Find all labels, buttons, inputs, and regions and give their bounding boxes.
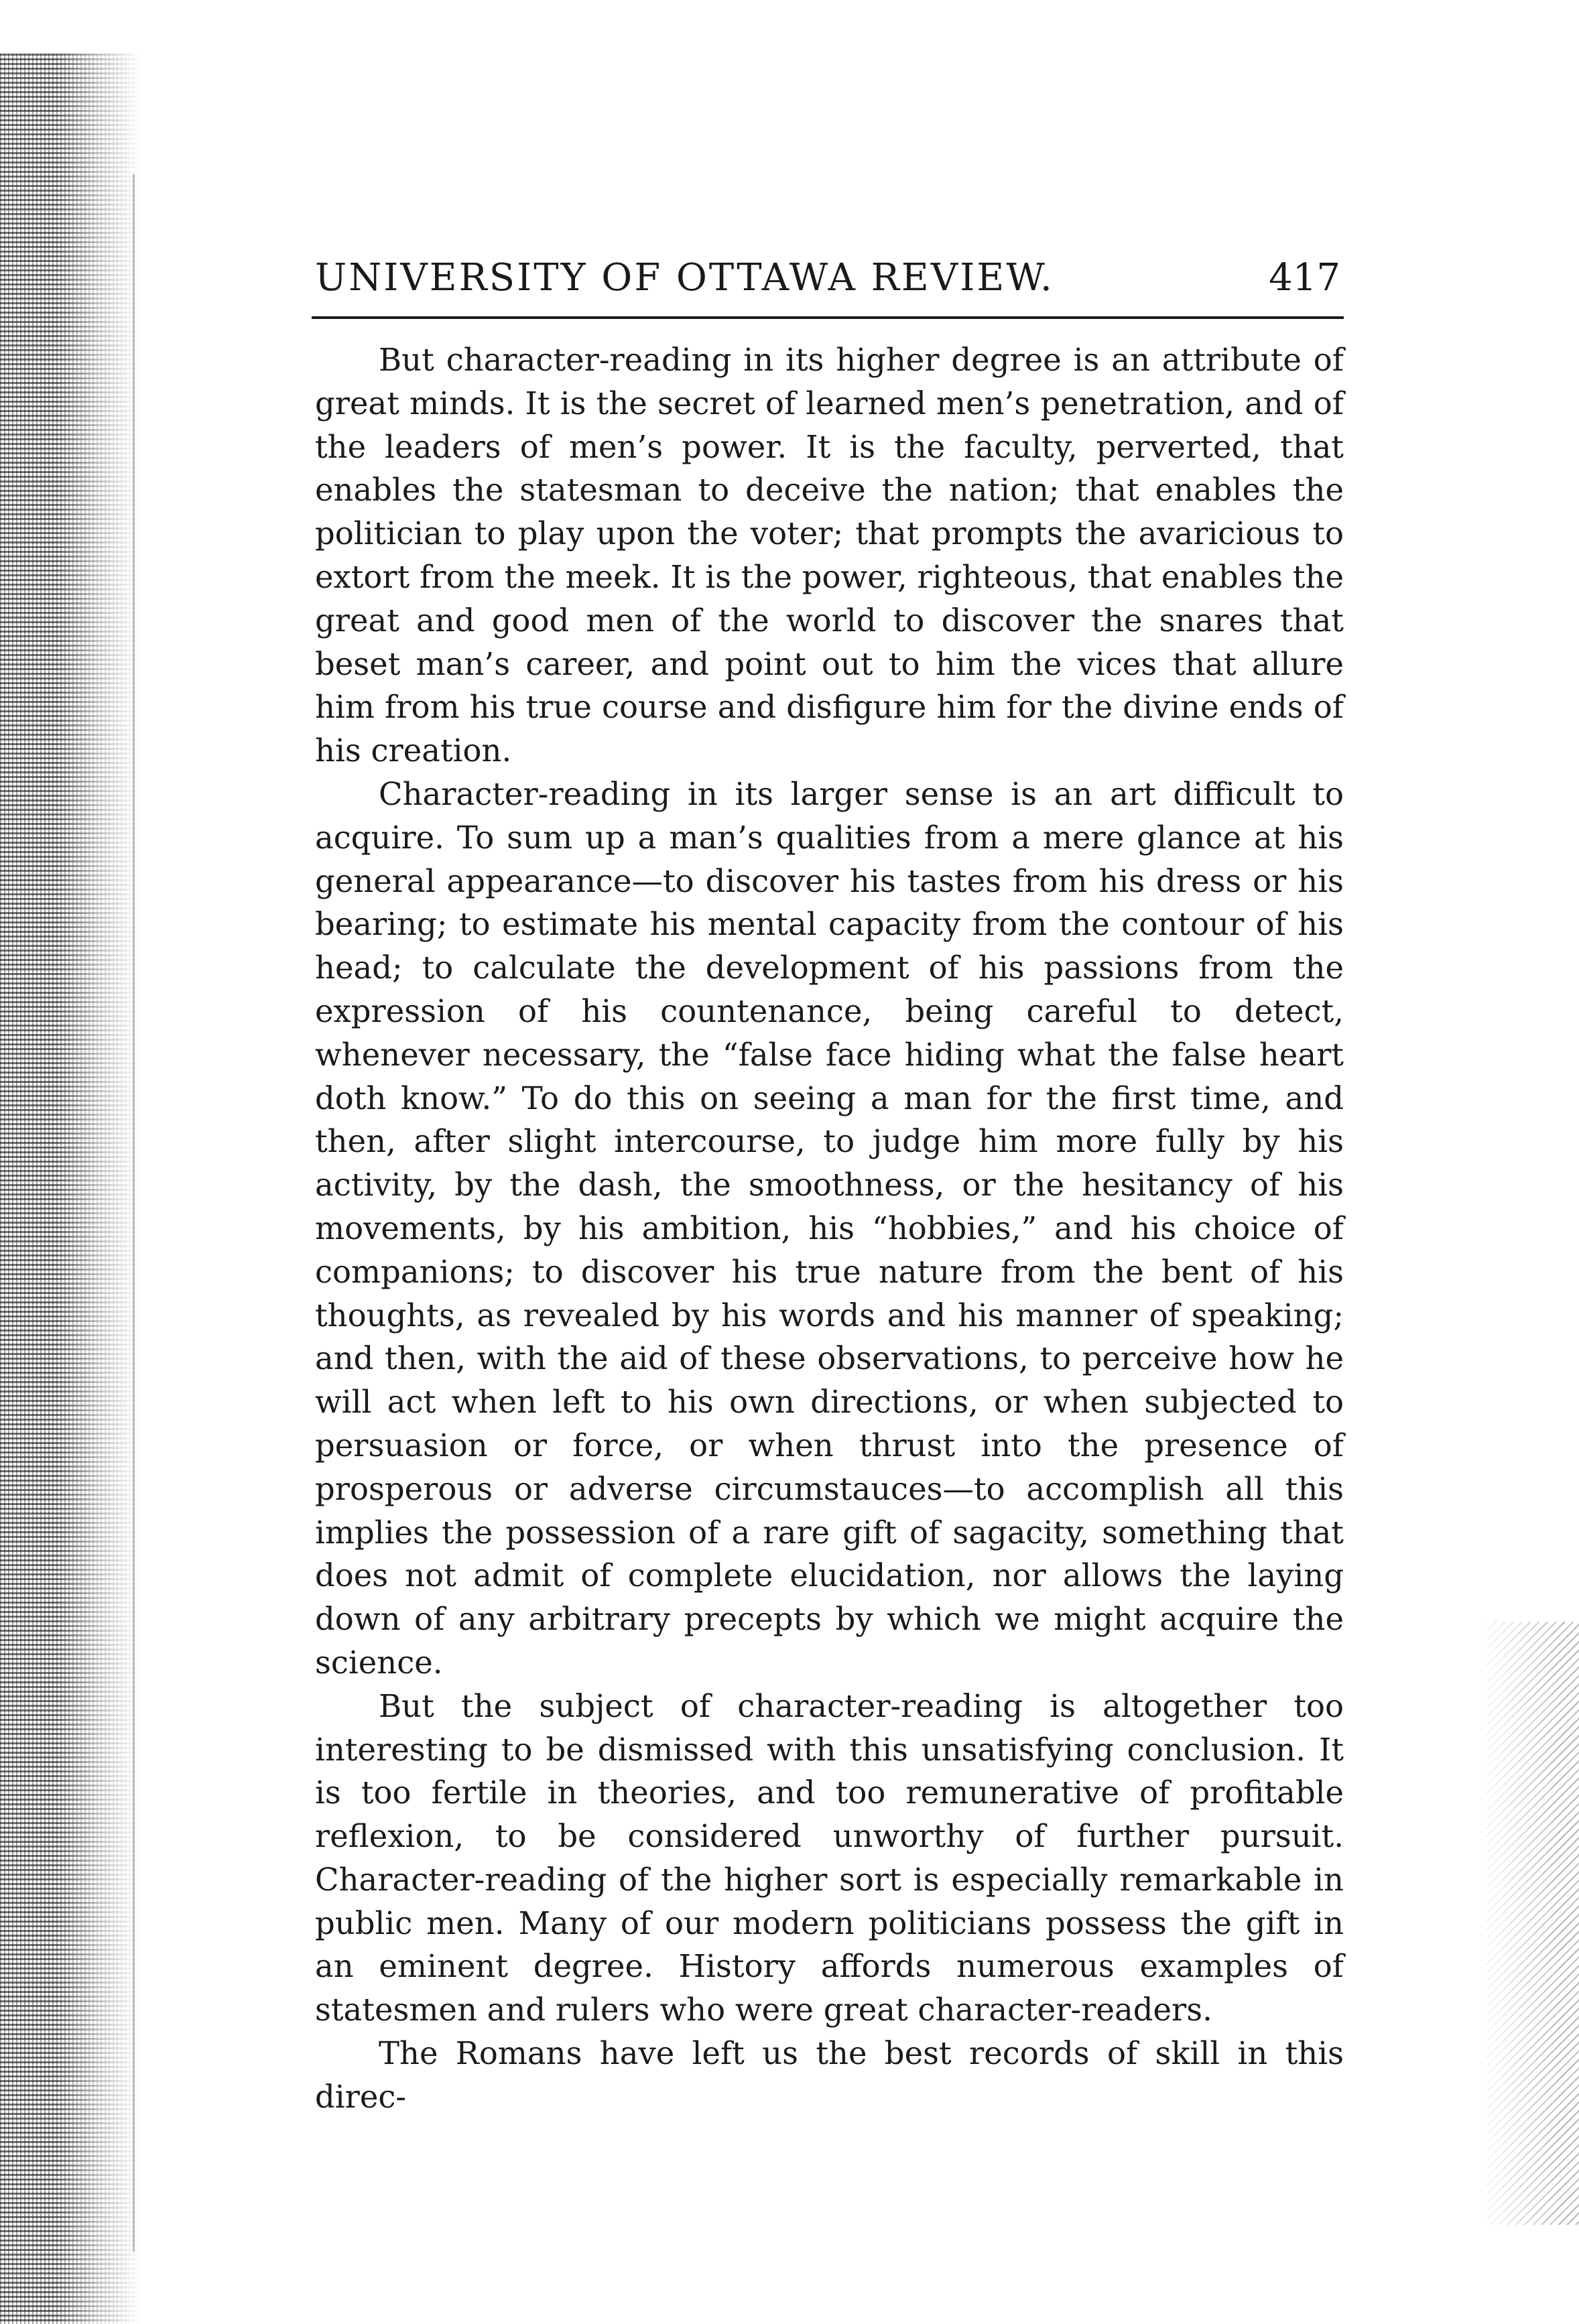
scan-noise-right [1478, 1622, 1579, 2225]
page-number: 417 [1269, 256, 1340, 300]
running-head: UNIVERSITY OF OTTAWA REVIEW. [315, 256, 1054, 300]
body-text [315, 338, 1344, 2119]
paragraph-3: But the subject of character-reading is altogether too interesting to be dismissed with this unsatisfying conclusion. It is too fertile in theories, and too remunerative of profitable reflexion, to be considered unworthy of further pursuit. Character-reading of the higher sort is especially remarkable in public men. Many of our modern politicians possess the gift in an eminent degree. History affords numerous examples of statesmen and rulers who were great character-readers. [315, 1687, 1344, 2028]
paragraph-4: The Romans have left us the best records of skill in this direc- [315, 2035, 1344, 2115]
header-rule [312, 316, 1344, 319]
page-binding-edge [0, 54, 141, 2324]
binding-shadow-line [133, 174, 135, 2252]
page-header [315, 248, 1340, 308]
paragraph-2: Character-reading in its larger sense is an art difficult to acquire. To sum up a man’s qualities from a mere glance at his general appearance—to discover his tastes from his dress or his bearing; to estimate his mental capacity from the contour of his head; to calculate the development of his passions from the expression of his countenance, being careful to detect, whenever necessary, the “false face hiding what the false heart doth know.” To do this on seeing a man for the first time, and then, after slight intercourse, to judge him more fully by his activity, by the dash, the smoothness, or the hesitancy of his movements, by his ambition, his “hobbies,” and his choice of companions; to discover his true nature from the bent of his thoughts, as revealed by his words and his manner of speaking; and then, with the aid of these observations, to perceive how he will act when left to his own directions, or when subjected to persuasion or force, or when thrust into the presence of prosperous or adverse circumstauces—to accomplish all this implies the possession of a rare gift of sagacity, something that does not admit of complete elucidation, nor allows the laying down of any arbitrary precepts by which we might acquire the science. [315, 775, 1344, 1681]
paragraph-1: But character-reading in its higher degree is an attribute of great minds. It is the secret of learned men’s penetration, and of the leaders of men’s power. It is the faculty, perverted, that enables the statesman to deceive the nation; that enables the politician to play upon the voter; that prompts the avaricious to extort from the meek. It is the power, righteous, that enables the great and good men of the world to discover the snares that beset man’s career, and point out to him the vices that allure him from his true course and disfigure him for the divine ends of his creation. [315, 342, 1344, 769]
